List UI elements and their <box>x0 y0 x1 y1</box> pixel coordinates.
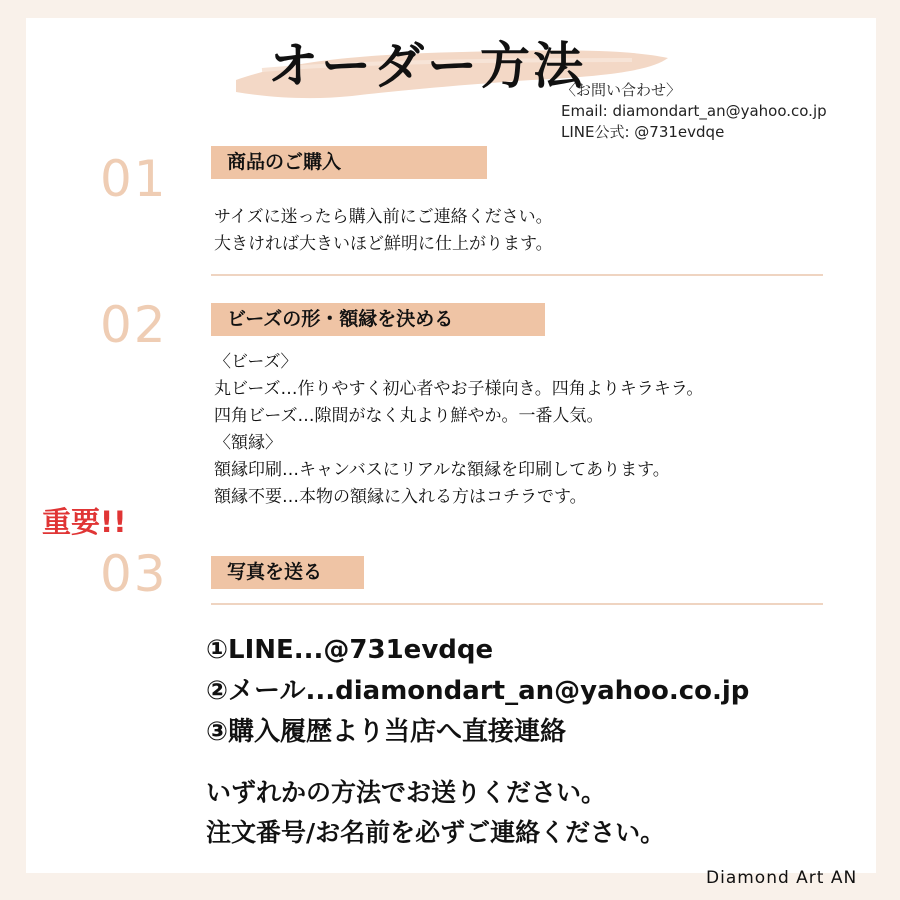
step-1-number: 01 <box>100 150 168 208</box>
step-1-description <box>214 204 553 258</box>
method-email: ②メール...diamondart_an@yahoo.co.jp <box>206 676 750 706</box>
page-title: オーダー方法 <box>268 37 586 95</box>
divider <box>211 603 823 605</box>
closing-line: いずれかの方法でお送りください。 <box>206 778 607 807</box>
method-purchase-history: ③購入履歴より当店へ直接連絡 <box>206 717 567 747</box>
method-line: ①LINE...@731evdqe <box>206 635 494 665</box>
brand-footer: Diamond Art AN <box>706 868 858 888</box>
send-methods-list <box>206 630 749 753</box>
round-beads-text: 丸ビーズ…作りやすく初心者やお子様向き。四角よりキラキラ。 <box>214 379 704 399</box>
no-frame-text: 額縁不要…本物の額縁に入れる方はコチラです。 <box>214 487 587 507</box>
step-1-label: 商品のご購入 <box>211 146 487 179</box>
step-1-line: 大きければ大きいほど鮮明に仕上がります。 <box>214 234 553 254</box>
contact-info <box>561 80 827 143</box>
step-3-label: 写真を送る <box>211 556 364 589</box>
frame-print-text: 額縁印刷…キャンバスにリアルな額縁を印刷してあります。 <box>214 460 670 480</box>
frame-heading: 〈額縁〉 <box>214 433 282 453</box>
step-2-description <box>214 349 703 511</box>
square-beads-text: 四角ビーズ…隙間がなく丸より鮮やか。一番人気。 <box>214 406 604 426</box>
step-2-number: 02 <box>100 296 168 354</box>
contact-heading: 〈お問い合わせ〉 <box>561 81 682 99</box>
contact-email: Email: diamondart_an@yahoo.co.jp <box>561 102 827 120</box>
beads-heading: 〈ビーズ〉 <box>214 352 298 372</box>
closing-line: 注文番号/お名前を必ずご連絡ください。 <box>206 818 666 847</box>
important-label: 重要!! <box>42 505 127 539</box>
step-2-label: ビーズの形・額縁を決める <box>211 303 545 336</box>
divider <box>211 274 823 276</box>
step-1-line: サイズに迷ったら購入前にご連絡ください。 <box>214 207 553 227</box>
contact-line-id: LINE公式: @731evdqe <box>561 123 725 141</box>
step-3-number: 03 <box>100 545 168 603</box>
closing-notes <box>206 773 665 853</box>
